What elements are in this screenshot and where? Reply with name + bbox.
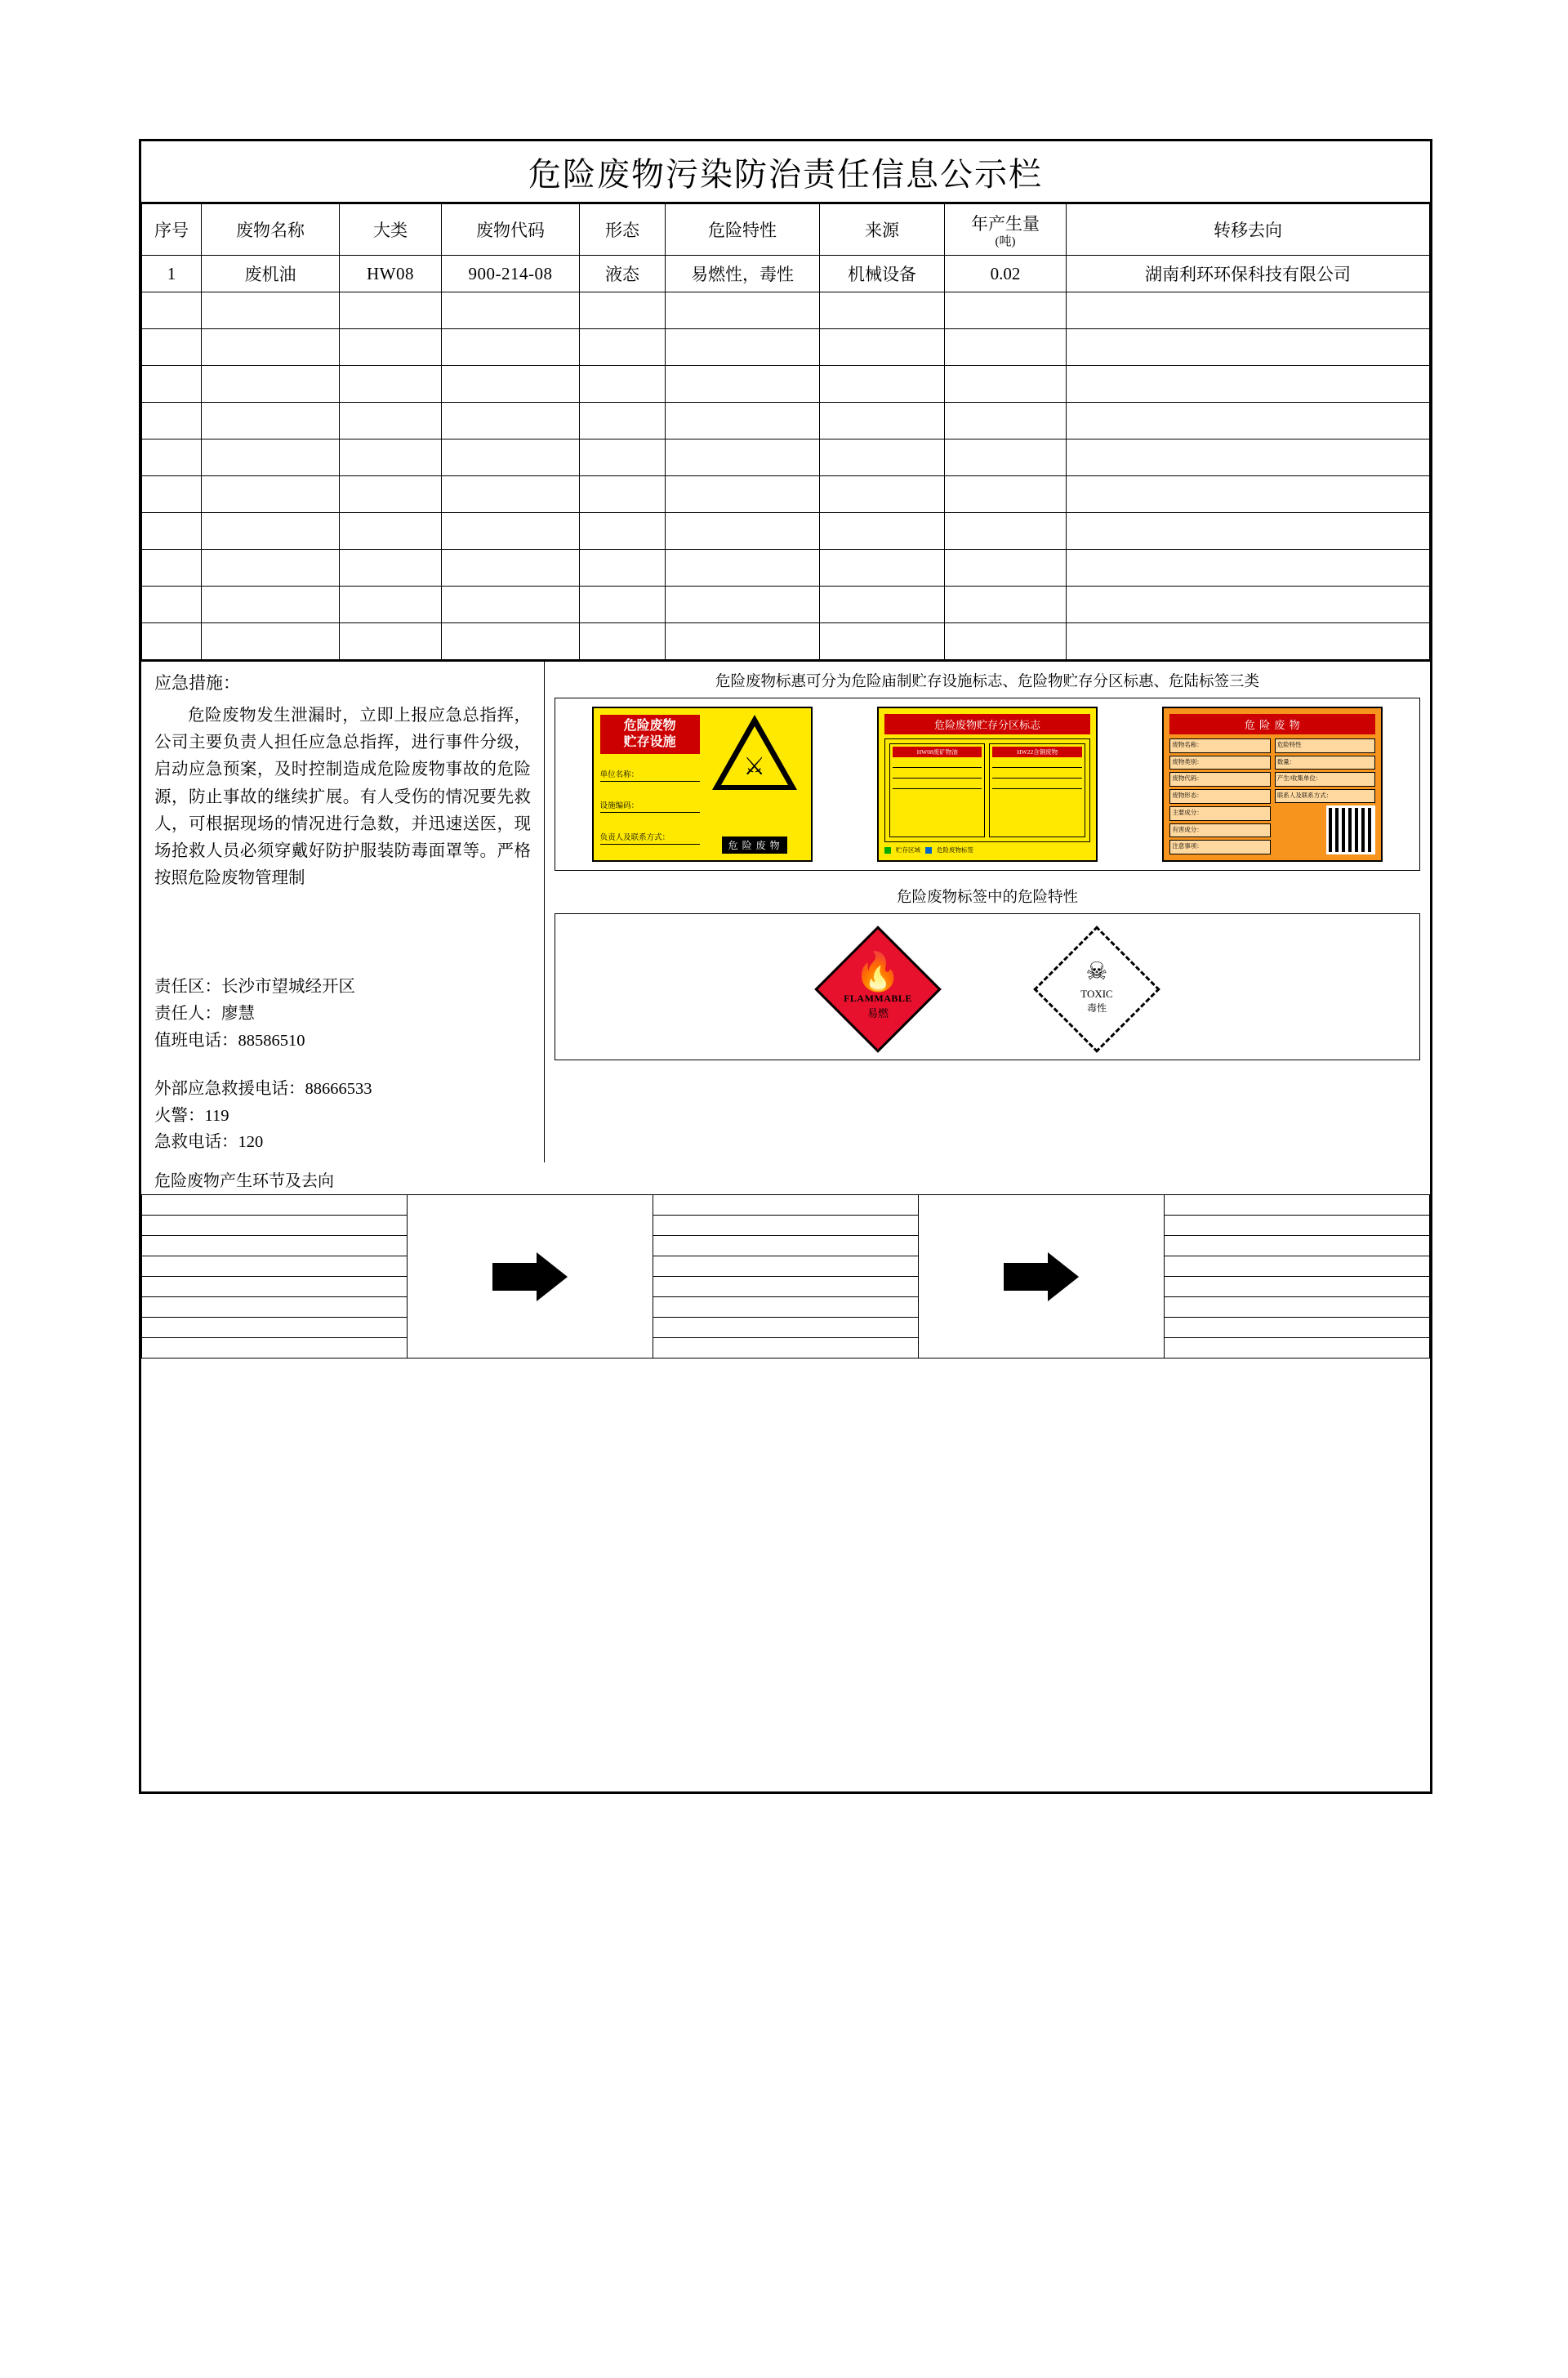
sign3-field: 联系人及联系方式： [1275, 789, 1376, 804]
cell-code: 900-214-08 [442, 256, 580, 292]
emergency-text-column [141, 662, 545, 1162]
skull-icon: ☠ [1085, 957, 1108, 985]
ambulance-phone: 急救电话：120 [154, 1133, 264, 1152]
responsible-zone: 责任区：长沙市望城经开区 [154, 978, 355, 997]
flow-label: 危险废物产生环节及去向 [154, 1172, 334, 1191]
table-row-empty [142, 476, 1430, 513]
header-code: 废物代码 [442, 204, 580, 256]
table-row-empty [142, 403, 1430, 439]
flow-row [142, 1195, 1430, 1216]
page-title-text: 危险废物污染防治责任信息公示栏 [528, 155, 1043, 193]
waste-table [141, 203, 1430, 660]
sign3-field: 废物名称： [1169, 738, 1271, 753]
sign2-cell1-title: HW08废矿物油 [893, 747, 982, 757]
sign1-line-code: 设施编码： [600, 799, 700, 813]
cell-hazard: 易燃性，毒性 [666, 256, 820, 292]
responsibility-info [154, 974, 531, 1054]
external-rescue-phone: 外部应急救援电话：88666533 [154, 1079, 372, 1098]
toxic-en: TOXIC [1080, 987, 1113, 1000]
table-row-empty [142, 292, 1430, 329]
flow-row [142, 1216, 1430, 1236]
cell-amount: 0.02 [945, 256, 1067, 292]
header-source: 来源 [820, 204, 945, 256]
cell-name: 废机油 [202, 256, 340, 292]
signs-image-box [555, 698, 1420, 871]
hazard-box-caption: 危险废物标签中的危险特性 [896, 890, 1078, 906]
flow-section [141, 1162, 1430, 1359]
sign-storage-facility [592, 707, 813, 862]
header-destination: 转移去向 [1067, 204, 1430, 256]
cell-form: 液态 [580, 256, 666, 292]
flammable-placard [817, 926, 938, 1047]
legend-dot-zone [884, 847, 891, 854]
external-contact-info [154, 1076, 531, 1156]
flow-row [142, 1318, 1430, 1338]
sign1-line-unit: 单位名称： [600, 768, 700, 782]
hazard-characteristics-box [555, 913, 1420, 1060]
flow-row [142, 1256, 1430, 1277]
sign2-cell2-title: HW22含铜废物 [992, 747, 1082, 757]
sign-storage-zone [877, 707, 1098, 862]
flow-row [142, 1338, 1430, 1359]
hazard-triangle-icon [712, 715, 797, 790]
cell-category: HW08 [340, 256, 442, 292]
toxic-zh: 毒性 [1086, 1002, 1107, 1014]
cell-source: 机械设备 [820, 256, 945, 292]
table-row [142, 256, 1430, 292]
sign2-legend-1: 贮存区域 [895, 846, 920, 854]
emergency-section [141, 660, 1430, 1162]
legend-dot-label [925, 847, 932, 854]
header-amount-unit: (吨) [995, 234, 1016, 248]
flow-cell-storage [653, 1195, 918, 1216]
sign2-cell-1 [889, 743, 986, 837]
responsible-person: 责任人：廖慧 [154, 1005, 255, 1024]
toxic-placard [1036, 926, 1157, 1047]
sign3-field: 数量： [1275, 756, 1376, 770]
emergency-label: 应急措施： [154, 673, 240, 693]
flammable-zh: 易燃 [866, 1007, 889, 1019]
sign3-field: 产生/收集单位： [1275, 772, 1376, 787]
table-row-empty [142, 587, 1430, 623]
flow-arrow-cell-2 [919, 1195, 1164, 1359]
table-row-empty [142, 513, 1430, 550]
header-form: 形态 [580, 204, 666, 256]
sign3-field-hazard: 危险特性 [1275, 738, 1376, 753]
signs-column [545, 662, 1430, 1162]
flow-table [141, 1194, 1430, 1359]
signs-caption: 危险废物标惠可分为危险庙制贮存设施标志、危险物贮存分区标惠、危陆标签三类 [715, 674, 1259, 690]
sign3-field: 有害成分： [1169, 823, 1271, 838]
qr-code-icon [1326, 805, 1375, 854]
sign3-title: 危 险 废 物 [1169, 714, 1375, 734]
cell-no: 1 [142, 256, 202, 292]
sign1-title: 危险废物 贮存设施 [600, 715, 700, 754]
flammable-en: FLAMMABLE [844, 993, 912, 1004]
sign3-field: 注意事项： [1169, 840, 1271, 854]
flow-arrow-cell-1 [408, 1195, 653, 1359]
sign3-field: 主要成分： [1169, 806, 1271, 821]
sign2-cell-2 [989, 743, 1085, 837]
flame-icon: 🔥 [854, 951, 902, 993]
header-name: 废物名称 [202, 204, 340, 256]
cell-destination: 湖南利环环保科技有限公司 [1067, 256, 1430, 292]
dead-tree-fish-icon: ⚔ [743, 753, 766, 780]
sign2-title: 危险废物贮存分区标志 [884, 714, 1090, 734]
table-row-empty [142, 329, 1430, 366]
flow-row [142, 1236, 1430, 1256]
flow-row [142, 1277, 1430, 1297]
sign-hazardous-waste-label [1162, 707, 1383, 862]
header-no: 序号 [142, 204, 202, 256]
sign1-line-contact: 负责人及联系方式： [600, 831, 700, 845]
table-row-empty [142, 366, 1430, 403]
flow-row [142, 1297, 1430, 1318]
page-title [141, 141, 1430, 203]
emergency-paragraph: 危险废物发生泄漏时，立即上报应急总指挥，公司主要负责人担任应急总指挥，进行事件分级，启动应急预案，及时控制造成危险废物事故的危险源，防止事故的继续扩展。有人受伤的情况要先救人，可根据现场的情况进行急数，并迅速送医，现场抢救人员必须穿戴好防护服装防毒面罩等。严格按照危险废物管理制 [154, 707, 531, 888]
table-row-empty [142, 439, 1430, 476]
sign3-field: 废物形态： [1169, 789, 1271, 804]
arrow-right-icon [1004, 1252, 1079, 1301]
header-amount-label: 年产生量 [971, 213, 1040, 234]
sign2-legend-2: 危险废物标签 [936, 846, 973, 854]
header-category: 大类 [340, 204, 442, 256]
sign3-field: 废物代码： [1169, 772, 1271, 787]
sign3-field: 废物类别： [1169, 756, 1271, 770]
public-disclosure-sheet [139, 139, 1432, 1794]
table-row-empty [142, 550, 1430, 587]
sign1-footer: 危 险 废 物 [722, 837, 787, 854]
flow-cell-source [142, 1195, 408, 1216]
table-row-empty [142, 623, 1430, 660]
fire-phone: 火警：119 [154, 1106, 229, 1125]
table-header-row [142, 204, 1430, 256]
flow-cell-destination [1164, 1195, 1429, 1216]
duty-phone: 值班电话：88586510 [154, 1032, 305, 1051]
header-amount [945, 204, 1067, 256]
arrow-right-icon [492, 1252, 568, 1301]
header-hazard: 危险特性 [666, 204, 820, 256]
